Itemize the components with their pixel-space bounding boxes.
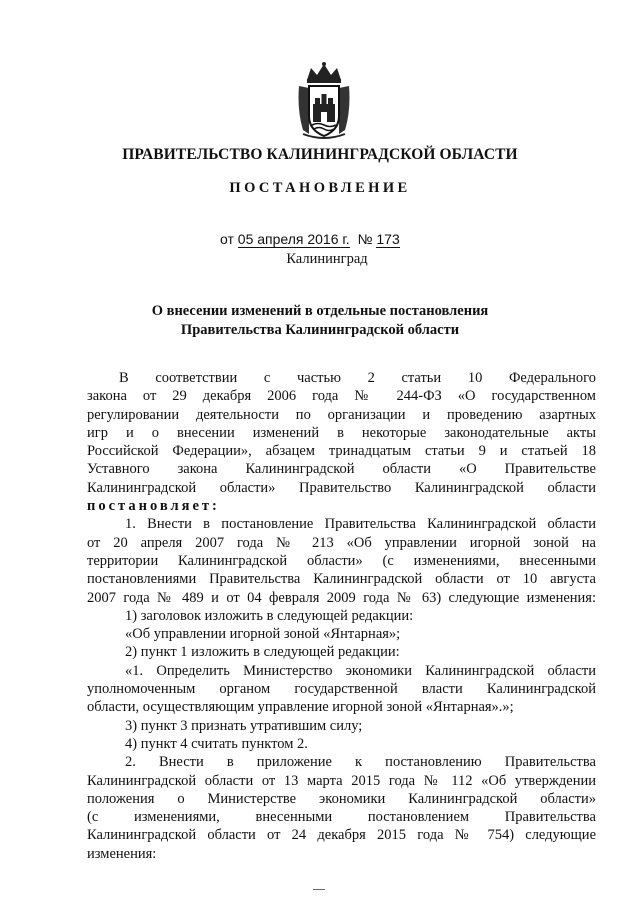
body-line: «Об управлении игорной зоной «Янтарная»; [125,626,401,643]
body-line: территории Калининградской области» (с изменениями, внесенными [87,552,596,569]
body-line: регулировании деятельности по организации и проведению азартных [87,406,596,423]
body-line: 1. Внести в постановление Правительства Калининградской области [125,516,596,533]
body-line-resolves: постановляет: [87,498,220,515]
city: Калининград [286,251,368,267]
number-value: 173 [376,231,400,247]
body-line: 4) пункт 4 считать пунктом 2. [125,735,308,752]
body-line: игр и о внесении изменений в некоторые законодательные акты [87,424,596,441]
document-type-title: ПОСТАНОВЛЕНИЕ [229,180,411,196]
body-line: постановлениями Правительства Калининградской области от 10 августа [87,571,596,588]
document-subject [0,302,640,340]
body-line: положения о Министерстве экономики Калининградской области» [87,790,596,807]
body-line: 3) пункт 3 признать утратившим силу; [125,717,363,734]
body-line: «1. Определить Министерство экономики Калининградской области [125,662,596,679]
coat-of-arms-icon [293,60,355,140]
body-line: изменения: [87,845,157,862]
body-line: Российской Федерации», абзацем тринадцатым статьи 9 и статьей 18 [87,443,596,460]
body-line: Калининградской области от 13 марта 2015 года № 112 «Об утверждении [87,772,596,789]
body-line: 1) заголовок изложить в следующей редакции: [125,607,414,624]
body-line: закона от 29 декабря 2006 года № 244-ФЗ «О государственном [87,388,596,405]
body-line: области, осуществляющим управление игорной зоной «Янтарная».»; [87,699,514,716]
government-name: ПРАВИТЕЛЬСТВО КАЛИНИНГРАДСКОЙ ОБЛАСТИ [122,146,518,163]
body-line: 2) пункт 1 изложить в следующей редакции: [125,644,400,661]
body-line: от 20 апреля 2007 года № 213 «Об управлении игорной зоной на [87,534,596,551]
body-line: уполномоченным органом государственной власти Калининградской [87,681,596,698]
subject-line: Правительства Калининградской области [180,322,460,338]
page-divider [313,889,325,890]
number-prefix: № [357,231,373,247]
body-line: 2. Внести в приложение к постановлению Правительства [125,754,596,771]
body-line: Калининградской области от 24 декабря 2015 года № 754) следующие [87,827,596,844]
body-line: В соответствии с частью 2 статьи 10 Федерального [119,370,596,386]
body-line: (с изменениями, внесенными постановлением Правительства [87,809,596,826]
document-body [87,369,596,863]
body-line: 2007 года № 489 и от 04 февраля 2009 года № 63) следующие изменения: [87,589,596,606]
subject-line: О внесении изменений в отдельные постановления [151,303,489,319]
date-value: 05 апреля 2016 г. [237,231,350,247]
document-date-number [220,231,400,248]
date-prefix: от [220,231,234,247]
body-line: Калининградской области» Правительство Калининградской области [87,479,596,496]
body-line: Уставного закона Калининградской области «О Правительстве [87,461,596,478]
